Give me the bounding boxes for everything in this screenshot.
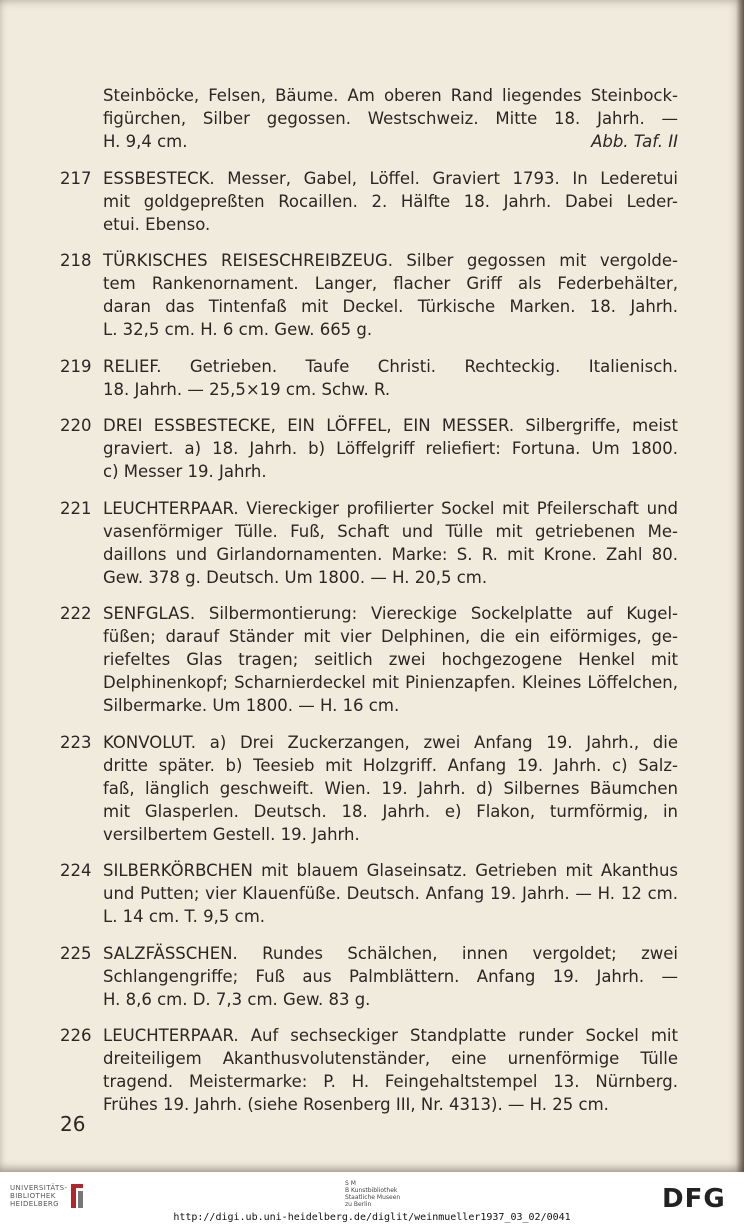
text-line: Schlangengriffe; Fuß aus Palmblättern. Anfang 19. Jahrh. — [103,966,678,986]
entry-number: 218 [60,251,92,270]
entry-number: 223 [60,732,92,752]
continuation-entry [0,84,744,153]
entry-number: 224 [60,861,92,880]
figure-reference: Abb. Taf. II [591,132,678,151]
text-line: vasenförmiger Tülle. Fuß, Schaft und Tülle mit getriebenen Me- [103,521,678,541]
catalog-entry [0,859,744,928]
entry-number: 225 [60,943,92,963]
dfg-logo: DFG [662,1184,726,1214]
text-line: SALZFÄSSCHEN. Rundes Schälchen, innen vergoldet; zwei [103,943,678,963]
text-line: SENFGLAS. Silbermontierung: Viereckige Sockelplatte auf Kugel- [103,604,678,623]
text-line: LEUCHTERPAAR. Viereckiger profilierter Sockel mit Pfeilerschaft und [103,498,678,518]
text-line: füßen; darauf Ständer mit vier Delphinen, die ein eiförmiges, ge- [103,627,678,646]
library-name-line: HEIDELBERG [10,1200,59,1208]
text-line: Delphinenkopf; Scharnierdeckel mit Pinienzapfen. Kleines Löffelchen, [103,673,678,692]
text-line [0,130,678,153]
smb-line: B Kunstbibliothek [345,1187,398,1194]
page-number: 26 [60,1112,86,1136]
text-line: tragend. Meistermarke: P. H. Feingehaltstempel 13. Nürnberg. [103,1072,678,1091]
text-line: und Putten; vier Klauenfüße. Deutsch. Anfang 19. Jahrh. — H. 12 cm. [103,884,678,903]
source-url[interactable]: http://digi.ub.uni-heidelberg.de/diglit/weinmueller1937_03_02/0041 [173,1212,571,1223]
catalog-entry [0,602,744,717]
catalog-entry [0,942,744,1011]
text-line: 18. Jahrh. — 25,5×19 cm. Schw. R. [103,379,391,399]
text-line: figürchen, Silber gegossen. Westschweiz. Mitte 18. Jahrh. — [103,109,678,128]
entry-number: 222 [60,604,92,623]
text-line: Frühes 19. Jahrh. (siehe Rosenberg III, Nr. 4313). — H. 25 cm. [103,1095,609,1114]
text-line: L. 32,5 cm. H. 6 cm. Gew. 665 g. [103,320,373,339]
catalog-entry [0,1024,744,1116]
text-line: mit goldgepreßten Rocaillen. 2. Hälfte 18. Jahrh. Dabei Leder- [103,191,678,211]
catalog-text [0,84,744,1130]
text-line: TÜRKISCHES REISESCHREIBZEUG. Silber gegossen mit vergolde- [103,251,678,270]
smb-line: S M [345,1180,356,1187]
entry-number: 226 [60,1026,92,1045]
text-line: LEUCHTERPAAR. Auf sechseckiger Standplatte runder Sockel mit [103,1026,678,1045]
text-line: c) Messer 19. Jahrh. [103,462,267,481]
smb-line: Staatliche Museen [345,1194,401,1201]
catalog-entry [0,414,744,483]
text-line: Gew. 378 g. Deutsch. Um 1800. — H. 20,5 cm. [103,567,488,587]
catalog-entry [0,249,744,341]
entry-number: 221 [60,498,92,518]
dimension-text: H. 9,4 cm. [103,132,188,151]
text-line: mit Glasperlen. Deutsch. 18. Jahrh. e) Flakon, turmförmig, in [103,801,678,821]
text-line: graviert. a) 18. Jahrh. b) Löffelgriff reliefiert: Fortuna. Um 1800. [103,439,678,458]
text-line: L. 14 cm. T. 9,5 cm. [103,907,266,926]
text-line: KONVOLUT. a) Drei Zuckerzangen, zwei Anfang 19. Jahrh., die [103,732,678,752]
text-line: tem Rankenornament. Langer, flacher Griff als Federbehälter, [103,274,678,293]
text-line: SILBERKÖRBCHEN mit blauem Glaseinsatz. Getrieben mit Akanthus [103,861,678,880]
text-line: ESSBESTECK. Messer, Gabel, Löffel. Graviert 1793. In Lederetui [103,168,678,188]
catalog-entry [0,497,744,589]
text-line: dreiteiligem Akanthusvolutenständer, eine urnenförmige Tülle [103,1049,678,1068]
text-line: versilbertem Gestell. 19. Jahrh. [103,824,360,844]
text-line: riefeltes Glas tragen; seitlich zwei hochgezogene Henkel mit [103,650,678,669]
text-line: RELIEF. Getrieben. Taufe Christi. Rechteckig. Italienisch. [103,356,678,376]
smb-line: zu Berlin [345,1201,372,1208]
text-line: daran das Tintenfaß mit Deckel. Türkische Marken. 18. Jahrh. [103,297,678,316]
catalog-entry [0,355,744,401]
library-name-line: UNIVERSITÄTS- [10,1184,68,1192]
smb-logo [345,1180,435,1208]
catalog-entry [0,167,744,236]
text-line: faß, länglich geschweift. Wien. 19. Jahrh. d) Silbernes Bäumchen [103,778,678,798]
text-line: Steinböcke, Felsen, Bäume. Am oberen Rand liegendes Steinbock- [103,86,678,105]
text-line: dritte später. b) Teesieb mit Holzgriff. Anfang 19. Jahrh. c) Salz- [103,755,678,775]
entry-list [0,167,744,1117]
text-line: DREI ESSBESTECKE, EIN LÖFFEL, EIN MESSER. Silbergriffe, meist [103,416,678,435]
library-name-line: BIBLIOTHEK [10,1192,56,1200]
library-logo [10,1184,100,1208]
entry-number: 219 [60,356,92,376]
entry-number: 220 [60,416,92,435]
catalog-entry [0,731,744,846]
text-line: H. 8,6 cm. D. 7,3 cm. Gew. 83 g. [103,989,371,1009]
library-emblem-icon [68,1182,86,1210]
text-line: daillons und Girlandornamenten. Marke: S. R. mit Krone. Zahl 80. [103,544,678,564]
text-line: Silbermarke. Um 1800. — H. 16 cm. [103,696,400,715]
entry-number: 217 [60,168,92,188]
text-line: etui. Ebenso. [103,214,211,234]
